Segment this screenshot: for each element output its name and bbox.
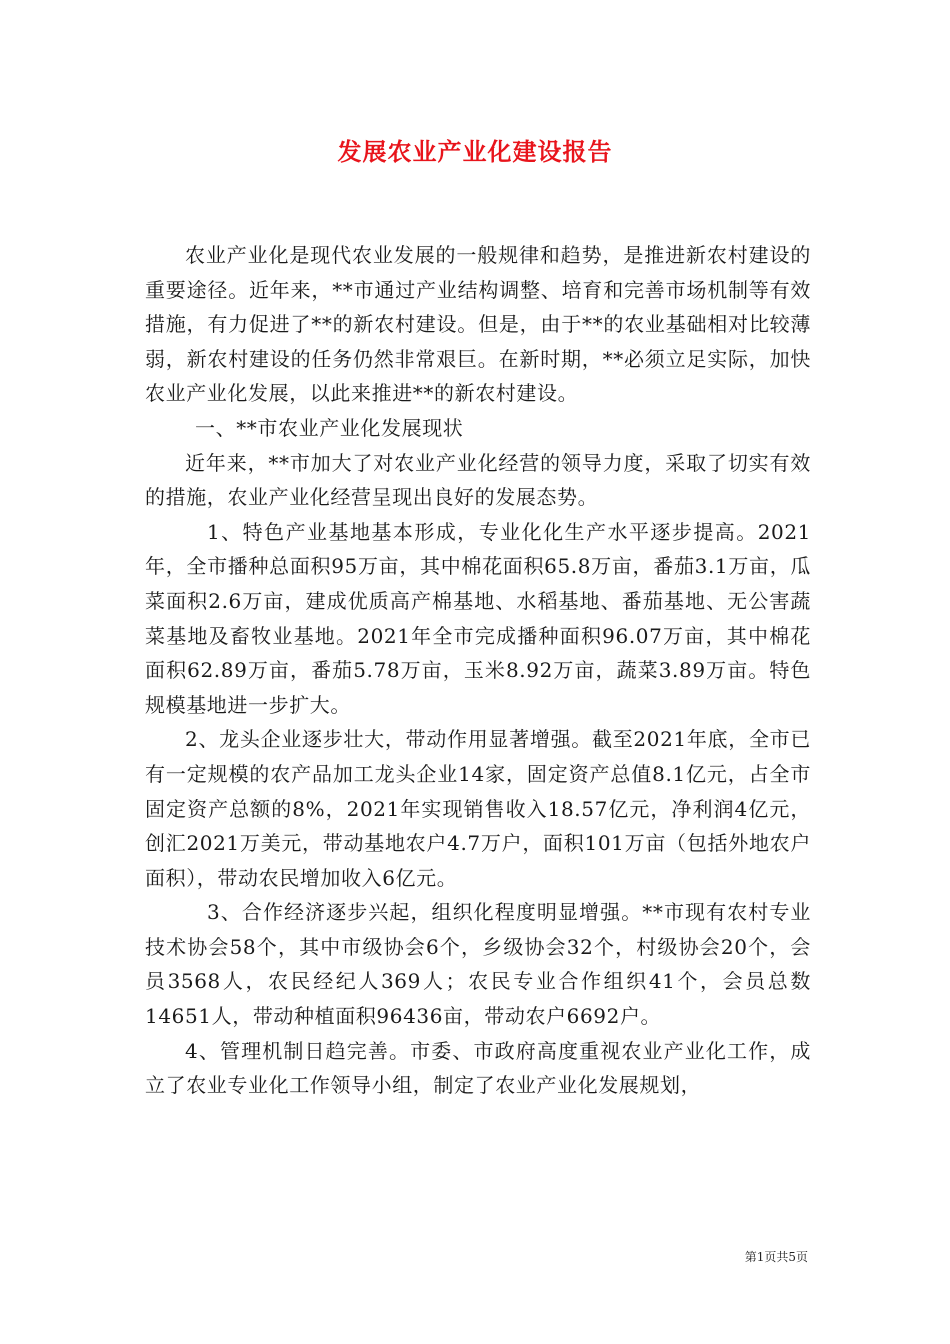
document-body	[145, 238, 811, 1103]
paragraph-intro: 农业产业化是现代农业发展的一般规律和趋势，是推进新农村建设的重要途径。近年来，**市通过产业结构调整、培育和完善市场机制等有效措施，有力促进了**的新农村建设。但是，由于**的农业基础相对比较薄弱，新农村建设的任务仍然非常艰巨。在新时期，**必须立足实际，加快农业产业化发展，以此来推进**的新农村建设。	[145, 243, 811, 406]
paragraph-item-4: 4、管理机制日趋完善。市委、市政府高度重视农业产业化工作，成立了农业专业化工作领导小组，制定了农业产业化发展规划，	[145, 1038, 811, 1098]
paragraph-item-1: 1、特色产业基地基本形成，专业化化生产水平逐步提高。2021年，全市播种总面积95万亩，其中棉花面积65.8万亩，番茄3.1万亩，瓜菜面积2.6万亩，建成优质高产棉基地、水稻基地、番茄基地、无公害蔬菜基地及畜牧业基地。2021年全市完成播种面积96.07万亩，其中棉花面积62.89万亩，番茄5.78万亩，玉米8.92万亩，蔬菜3.89万亩。特色规模基地进一步扩大。	[145, 519, 811, 717]
paragraph-item-2: 2、龙头企业逐步壮大，带动作用显著增强。截至2021年底，全市已有一定规模的农产品加工龙头企业14家，固定资产总值8.1亿元，占全市固定资产总额的8%，2021年实现销售收入18.57亿元，净利润4亿元，创汇2021万美元，带动基地农户4.7万户，面积101万亩（包括外地农户面积），带动农民增加收入6亿元。	[145, 727, 811, 890]
page-number: 第1页共5页	[744, 1250, 808, 1264]
paragraph-overview: 近年来，**市加大了对农业产业化经营的领导力度，采取了切实有效的措施，农业产业化经营呈现出良好的发展态势。	[145, 450, 811, 510]
section-heading: 一、**市农业产业化发展现状	[195, 415, 464, 440]
document-title: 发展农业产业化建设报告	[337, 137, 613, 166]
paragraph-item-3: 3、合作经济逐步兴起，组织化程度明显增强。**市现有农村专业技术协会58个，其中市级协会6个，乡级协会32个，村级协会20个，会员3568人，农民经纪人369人；农民专业合作组织41个，会员总数14651人，带动种植面积96436亩，带动农户6692户。	[145, 900, 811, 1029]
